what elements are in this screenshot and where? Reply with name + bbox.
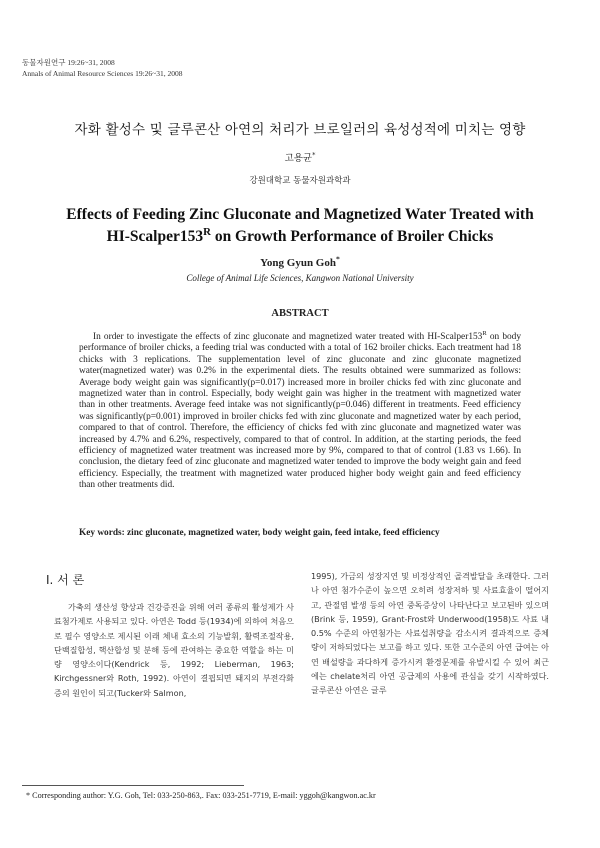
introduction-right-column: 1995), 가금의 성장지연 및 비정상적인 골격발달을 초래한다. 그러나 아연 첨가수준이 높으면 오히려 성장저하 및 사료효율이 떨어지고, 관절염 발생 등의 아연 중독증상이 나타난다고 보고된바 있으며(Brink 등, 1959), Grant-Frost와 Underwood(1958)도 사료 내 0.5% 수준의 아연첨가는 사료섭취량을 감소시켜 결과적으로 증체량이 저하되었다는 보고를 하고 있다. 또한 고수준의 아연 급여는 아연 배설량을 과다하게 증가시켜 환경문제를 유발시킬 수 있어 최근에는 chelate처리 아연 공급제의 사용에 관심을 갖기 시작하였다. 글루콘산 아연은 글루	[311, 571, 549, 696]
korean-author-name: 고용균	[284, 153, 313, 164]
english-title-line2	[40, 226, 560, 248]
abstract-text-b: on body performance of broiler chicks, a feeding trial was conducted with a total of 162 broiler chicks. Each treatment had 18 chicks with 3 replications. The supplementation level of zinc gluconate and zinc gluconate magnetized water(magnetized water) was 0.2% in the experimental diets. The results obtained were summarized as follows: Average body weight gain was significantly(p=0.017) increased more in broiler chicks fed with zinc gluconate and magnetized water than in control. Especially, body weight gain was higher in the treatment with magnetized water than in other treatments. Average feed intake was not significantly(p=0.046) different in treatments. Feed efficiency was significantly(p=0.001) improved in broiler chicks fed with zinc gluconate and magnetized water by each period, compared to that of control. Therefore, the efficiency of chicks fed with zinc gluconate and magnetized water was increased by 4.7% and 6.2%, respectively, compared to that of control. In addition, at the starting periods, the feed efficiency of magnetized water treatment was increased more by 9%, compared to that of control (1.83 vs 1.66). In conclusion, the dietary feed of zinc gluconate and magnetized water tended to improve the body weight gain and feed efficiency. Especially, the treatment with magnetized water produced higher body weight gain and feed efficiency than other treatments did.	[79, 332, 522, 491]
journal-citation-korean: 동물자원연구 19:26~31, 2008	[22, 58, 115, 67]
footnote-divider	[22, 785, 244, 786]
corresponding-author-footnote: * Corresponding author: Y.G. Goh, Tel: 033-250-863,. Fax: 033-251-7719, E-mail: yggoh@kangwon.ac.kr	[26, 791, 376, 800]
keywords: Key words: zinc gluconate, magnetized water, body weight gain, feed intake, feed efficiency	[79, 528, 440, 538]
english-author-name: Yong Gyun Goh	[260, 257, 336, 269]
english-title-part-b: on Growth Performance of Broiler Chicks	[210, 228, 494, 245]
abstract-body	[79, 329, 522, 492]
english-author	[0, 254, 600, 269]
journal-citation-english: Annals of Animal Resource Sciences 19:26~31, 2008	[22, 69, 183, 78]
english-title	[40, 204, 560, 248]
korean-author	[0, 150, 600, 164]
journal-header	[22, 57, 183, 79]
abstract-text-a: In order to investigate the effects of zinc gluconate and magnetized water treated with HI-Scalper153	[93, 332, 483, 342]
korean-title: 자화 활성수 및 글루콘산 아연의 처리가 브로일러의 육성성적에 미치는 영향	[74, 122, 526, 138]
english-title-line1: Effects of Feeding Zinc Gluconate and Magnetized Water Treated with	[66, 206, 534, 223]
abstract-heading: ABSTRACT	[271, 308, 329, 319]
abstract-sup: R	[482, 329, 487, 337]
introduction-left-column: 가축의 생산성 향상과 건강증진을 위해 여러 종류의 활성제가 사료첨가제로 사용되고 있다. 아연은 Todd 등(1934)에 의하여 처음으로 필수 영양소로 제시된 이래 체내 효소의 기능발휘, 활력조절작용, 단백질합성, 핵산합성 및 분해 등에 관여하는 중요한 역할을 하는 미량 영양소이다(Kendrick 등, 1992; Lieberman, 1963; Kirchgessner와 Roth, 1992). 아연이 결핍되면 돼지의 부전각화증의 원인이 되고(Tucker와 Salmon,	[54, 602, 294, 698]
english-title-part-a: HI-Scalper153	[106, 228, 204, 245]
korean-affiliation: 강원대학교 동물자원과학과	[249, 176, 351, 186]
english-title-sup: R	[203, 225, 211, 238]
korean-author-mark: *	[312, 150, 316, 159]
section-heading-introduction: Ⅰ. 서 론	[46, 573, 85, 587]
english-author-mark: *	[335, 254, 340, 264]
english-affiliation: College of Animal Life Sciences, Kangwon National University	[186, 273, 414, 283]
